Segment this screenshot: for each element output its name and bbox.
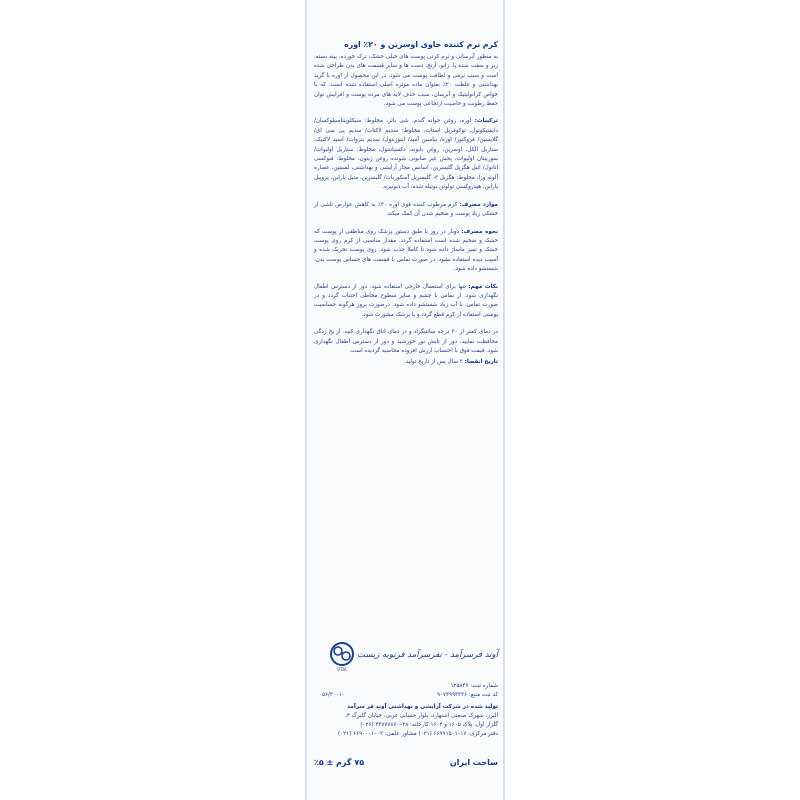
notes-section: [314, 283, 498, 321]
logo-caption: IFDA: [337, 667, 347, 672]
expiry-text: ۳ سال پس از تاریخ تولید.: [403, 359, 463, 366]
usage-label: موارد مصرف:: [459, 201, 498, 208]
product-code-label: کد ثبت منبع:: [468, 692, 498, 699]
notes-text: تنها برای استعمال خارجی استفاده شود. دور از دسترس اطفال نگهداری شود. از تماس با چشم و سایر سطوح مخاطی اجتناب گردد و در صورت تماس، با آب زیاد شستشو داده شود. درصورت بروز هرگونه حساسیت پوستی استفاده از کرم قطع گردد و با پزشک مشورت شود.: [314, 283, 498, 318]
ingredients-label: ترکیبات:: [474, 118, 499, 125]
brand-row: [314, 640, 498, 678]
product-intro: به منظور آبرسانی و نرم کردن پوست های خیلی خشک، ترک خورده، پینه بسته، زبر و سفت شده پا، زانو، آرنج، دست ها و سایر قسمت های بدن طراحی شده است و سبب نرمی و لطافت پوست می شود. در این محصول از اوره با گرید بهداشتی و غلظت ۲۰٪ بعنوان ماده موثره اصلی استفاده شده است، که با خواص کراتولیتیک و آبرسان، سبب حذف لایه های مرده پوست و افزایش توان حفظ رطوبت و خاصیت ارتجاعی پوست می شود.: [314, 54, 498, 108]
package-text-column: [314, 40, 498, 368]
license-number: ۵۶/۳۰۰۱۰: [322, 692, 345, 698]
registration-value: ۱۲۵۸۴۷: [450, 683, 469, 689]
registration-info: [451, 682, 498, 691]
usage-section: [314, 201, 498, 220]
registration-label: شماره ثبت:: [470, 683, 498, 689]
product-title: کرم نرم کننده حاوی اوسرین و ۲۰٪ اوره: [344, 40, 498, 49]
storage-text: در دمای کمتر از ۳۰ درجه سانتیگراد و در دمای اتاق نگهداری کنید. از یخ زدگی محافظت نمایید. دور از تابش نور خورشید و دور از دسترس اطفال نگهداری شود. قیمت فوق با احتساب ارزش افزوده محاسبه گردیده است.: [314, 329, 498, 354]
ingredients-section: [314, 117, 498, 192]
product-code-info: [437, 691, 498, 700]
manufacturer-address-line2: گلزار اول، پلاک ۱۶۰۵ و ۱۶۰۴ کارخانه: ۴۸–۴۴۷۷۷۸۷۰ (۰۲۶): [360, 722, 498, 728]
bottom-row: [314, 758, 498, 767]
product-code-value: ۹۰۷۴۹۹۳۳۳۶: [437, 692, 468, 699]
net-weight: ۷۵ گرم ± ۵٪: [314, 758, 365, 767]
method-label: نحوه مصرف:: [461, 228, 499, 235]
expiry-label: تاریخ انقضا:: [464, 359, 498, 366]
registration-row: [314, 682, 498, 691]
brand-name: آوند فرسرآمد - نفرسرآمد فرنوبه زیست: [357, 650, 498, 660]
manufacturer-address-line3: دفتر مرکزی: ۱۷–۶۶۹۹۱۵۰۱ (۰۲۱) مشاور علمی: ۰۳–۶۶۹۰۰۰۱ (۰۲۱): [337, 731, 498, 737]
usage-text: کرم مرطوب کننده قوی اوره ۲۰٪ به کاهش عوارض ناشی از خشکی زیاد پوست و ضخیم شدن آن کمک میکند.: [314, 201, 498, 218]
manufacturer-block: [314, 703, 498, 739]
ingredients-text: اوره، روغن جوانه گندم، شی باتر، مخلوط: سیکلوپنتاسیلوکسان/ دایمتیکونول، توکوفریل استات، مخلوط: سدیم لاکتات/ سدیم پی سی ای/ گلایسین/ فروکتوز/ اوره/ نیاسین آمید/ اینوزیتول/ سدیم بنزوات/ اسید لاکتیک، ستاریل الکل، اوسرین، روغن بابونه، دکسپانتنول، مخلوط: ستاریل اولیوات/ سوربیتان اولیوات، پحش غیر صابونی شونده روغن زیتون، مخلوط: فنوکسی اتانول/ اتیل هگزیل گلیسرین، اسانس مجاز آرایشی و بهداشتی، لسیتین، عصاره آلوئه ورا، مخلوط: هگزیل ۳- گلیسریل آسکوربات/ گلیسرین، متیل پارابن، پروپیل پارابن، هیدروکسی تولوئن بوتیله شده، آب دیونیزه.: [314, 118, 498, 191]
expiry-section: [314, 358, 498, 367]
ifda-logo-icon: [324, 640, 360, 676]
origin-label: ساخت ایران: [449, 758, 498, 767]
manufacturer-name: تولید شده در شرکت آرایشی و بهداشتی آوند فر سرآمد: [347, 704, 498, 710]
method-section: [314, 228, 498, 275]
manufacturer-address: البرز، شهرک صنعتی اشتهارد، بلوار حسابی غربی، خیابان گلبرگ ۴،: [345, 713, 498, 719]
method-text: دوبار در روز یا طبق دستور پزشک روی مناطقی از پوست که خشک و ضخیم شده است استفاده گردد. مقدار مناسبی از کرم روی پوست خشک و تمیز ماساژ داده شود تا کاملا جذب شود. روی پوست تحریک شده و آسیب دیده استفاده نشود. در صورت تماس با قسمت های حساس پوست بدن، شستشو داده شود.: [314, 228, 498, 273]
notes-label: نکات مهم:: [468, 283, 498, 290]
